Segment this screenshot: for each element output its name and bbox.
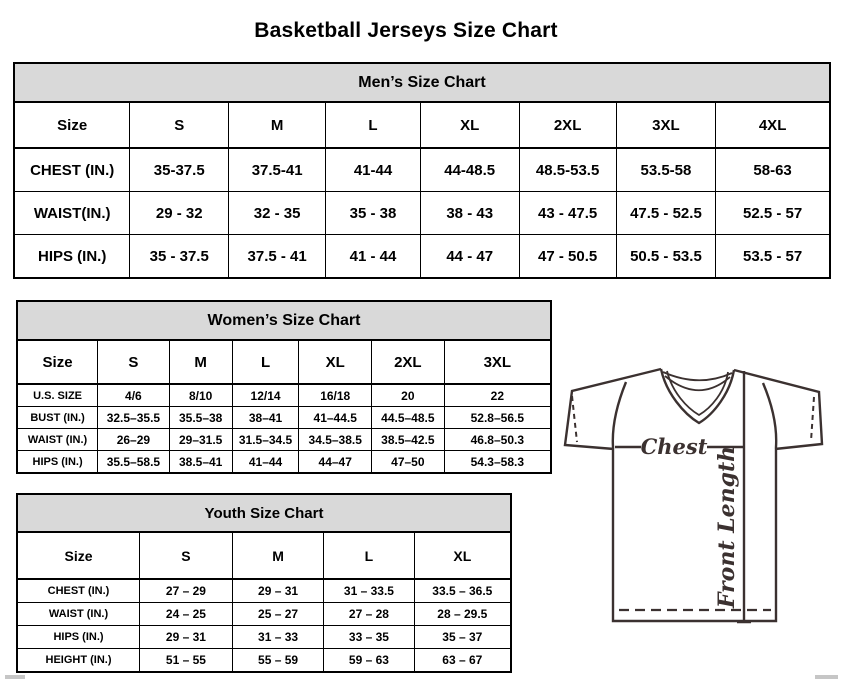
size-header-row xyxy=(17,532,511,579)
measurement-row-label: HIPS (IN.) xyxy=(17,626,140,649)
size-value-cell: 44–47 xyxy=(299,451,372,474)
size-value-cell: 47–50 xyxy=(372,451,445,474)
size-column-header: L xyxy=(326,102,421,148)
size-value-cell: 27 – 28 xyxy=(324,603,414,626)
womens-size-table xyxy=(16,339,552,474)
size-value-cell: 16/18 xyxy=(299,384,372,407)
size-value-cell: 31 – 33.5 xyxy=(324,579,414,603)
size-value-cell: 37.5 - 41 xyxy=(229,235,326,279)
size-value-cell: 8/10 xyxy=(169,384,232,407)
chest-label: Chest xyxy=(640,434,708,459)
size-value-cell: 53.5 - 57 xyxy=(716,235,830,279)
measurement-row xyxy=(14,192,830,235)
measurement-row-label: WAIST (IN.) xyxy=(17,603,140,626)
size-value-cell: 32.5–35.5 xyxy=(98,407,170,429)
size-value-cell: 52.5 - 57 xyxy=(716,192,830,235)
measurement-row xyxy=(17,429,551,451)
measurement-row xyxy=(17,579,511,603)
measurement-row-label: BUST (IN.) xyxy=(17,407,98,429)
size-value-cell: 41 - 44 xyxy=(326,235,421,279)
size-value-cell: 38.5–42.5 xyxy=(372,429,445,451)
size-value-cell: 47 - 50.5 xyxy=(519,235,616,279)
size-value-cell: 33 – 35 xyxy=(324,626,414,649)
size-value-cell: 54.3–58.3 xyxy=(444,451,551,474)
size-column-header: 4XL xyxy=(716,102,830,148)
womens-chart-title: Women’s Size Chart xyxy=(16,300,552,341)
size-value-cell: 38–41 xyxy=(232,407,299,429)
size-value-cell: 20 xyxy=(372,384,445,407)
womens-size-chart-section xyxy=(16,300,552,474)
front-length-label: Front Length xyxy=(714,445,740,609)
size-column-header: 3XL xyxy=(444,340,551,384)
size-value-cell: 33.5 – 36.5 xyxy=(414,579,511,603)
size-value-cell: 44 - 47 xyxy=(420,235,519,279)
size-value-cell: 34.5–38.5 xyxy=(299,429,372,451)
size-header-row xyxy=(14,102,830,148)
measurement-row xyxy=(17,603,511,626)
size-label-header: Size xyxy=(17,532,140,579)
size-value-cell: 52.8–56.5 xyxy=(444,407,551,429)
size-value-cell: 31.5–34.5 xyxy=(232,429,299,451)
page-title: Basketball Jerseys Size Chart xyxy=(254,19,558,43)
size-column-header: M xyxy=(169,340,232,384)
size-value-cell: 63 – 67 xyxy=(414,649,511,673)
size-value-cell: 46.8–50.3 xyxy=(444,429,551,451)
size-value-cell: 35.5–58.5 xyxy=(98,451,170,474)
size-value-cell: 38.5–41 xyxy=(169,451,232,474)
size-value-cell: 12/14 xyxy=(232,384,299,407)
size-label-header: Size xyxy=(14,102,130,148)
cropped-artifact-right xyxy=(815,675,838,679)
measurement-row xyxy=(14,148,830,192)
size-value-cell: 37.5-41 xyxy=(229,148,326,192)
measurement-row xyxy=(17,649,511,673)
size-value-cell: 29 - 32 xyxy=(130,192,229,235)
size-value-cell: 29 – 31 xyxy=(140,626,233,649)
size-value-cell: 35.5–38 xyxy=(169,407,232,429)
size-value-cell: 22 xyxy=(444,384,551,407)
size-value-cell: 27 – 29 xyxy=(140,579,233,603)
size-value-cell: 24 – 25 xyxy=(140,603,233,626)
size-value-cell: 28 – 29.5 xyxy=(414,603,511,626)
size-value-cell: 47.5 - 52.5 xyxy=(616,192,716,235)
measurement-row-label: CHEST (IN.) xyxy=(14,148,130,192)
size-value-cell: 48.5-53.5 xyxy=(519,148,616,192)
size-column-header: S xyxy=(98,340,170,384)
size-value-cell: 29–31.5 xyxy=(169,429,232,451)
size-column-header: 2XL xyxy=(372,340,445,384)
measurement-row-label: HIPS (IN.) xyxy=(14,235,130,279)
size-value-cell: 59 – 63 xyxy=(324,649,414,673)
measurement-row xyxy=(17,407,551,429)
size-value-cell: 29 – 31 xyxy=(232,579,323,603)
size-value-cell: 44.5–48.5 xyxy=(372,407,445,429)
size-header-row xyxy=(17,340,551,384)
measurement-row-label: WAIST(IN.) xyxy=(14,192,130,235)
size-column-header: S xyxy=(140,532,233,579)
size-value-cell: 41–44.5 xyxy=(299,407,372,429)
size-column-header: M xyxy=(232,532,323,579)
size-column-header: XL xyxy=(414,532,511,579)
size-value-cell: 58-63 xyxy=(716,148,830,192)
measurement-row xyxy=(17,626,511,649)
size-value-cell: 55 – 59 xyxy=(232,649,323,673)
size-column-header: M xyxy=(229,102,326,148)
size-value-cell: 32 - 35 xyxy=(229,192,326,235)
mens-size-chart-section xyxy=(13,62,831,279)
jersey-outline-icon xyxy=(565,369,822,622)
size-value-cell: 31 – 33 xyxy=(232,626,323,649)
size-value-cell: 44-48.5 xyxy=(420,148,519,192)
size-column-header: L xyxy=(324,532,414,579)
jersey-measurement-diagram xyxy=(562,361,840,663)
measurement-row-label: HEIGHT (IN.) xyxy=(17,649,140,673)
size-value-cell: 41–44 xyxy=(232,451,299,474)
size-value-cell: 25 – 27 xyxy=(232,603,323,626)
size-value-cell: 38 - 43 xyxy=(420,192,519,235)
size-column-header: 2XL xyxy=(519,102,616,148)
mens-chart-title: Men’s Size Chart xyxy=(13,62,831,103)
size-column-header: S xyxy=(130,102,229,148)
size-value-cell: 41-44 xyxy=(326,148,421,192)
measurement-row-label: HIPS (IN.) xyxy=(17,451,98,474)
measurement-row-label: CHEST (IN.) xyxy=(17,579,140,603)
size-value-cell: 53.5-58 xyxy=(616,148,716,192)
measurement-row-label: WAIST (IN.) xyxy=(17,429,98,451)
size-column-header: XL xyxy=(420,102,519,148)
mens-size-table xyxy=(13,101,831,279)
size-label-header: Size xyxy=(17,340,98,384)
size-column-header: L xyxy=(232,340,299,384)
size-value-cell: 35 – 37 xyxy=(414,626,511,649)
measurement-row xyxy=(17,384,551,407)
measurement-row xyxy=(14,235,830,279)
measurement-row-label: U.S. SIZE xyxy=(17,384,98,407)
size-value-cell: 43 - 47.5 xyxy=(519,192,616,235)
cropped-artifact-left xyxy=(5,675,25,679)
size-value-cell: 4/6 xyxy=(98,384,170,407)
size-column-header: XL xyxy=(299,340,372,384)
youth-size-chart-section xyxy=(16,493,512,673)
size-value-cell: 35 - 38 xyxy=(326,192,421,235)
size-value-cell: 50.5 - 53.5 xyxy=(616,235,716,279)
size-value-cell: 51 – 55 xyxy=(140,649,233,673)
measurement-row xyxy=(17,451,551,474)
youth-size-table xyxy=(16,531,512,673)
size-value-cell: 26–29 xyxy=(98,429,170,451)
size-value-cell: 35 - 37.5 xyxy=(130,235,229,279)
youth-chart-title: Youth Size Chart xyxy=(16,493,512,533)
size-column-header: 3XL xyxy=(616,102,716,148)
size-value-cell: 35-37.5 xyxy=(130,148,229,192)
